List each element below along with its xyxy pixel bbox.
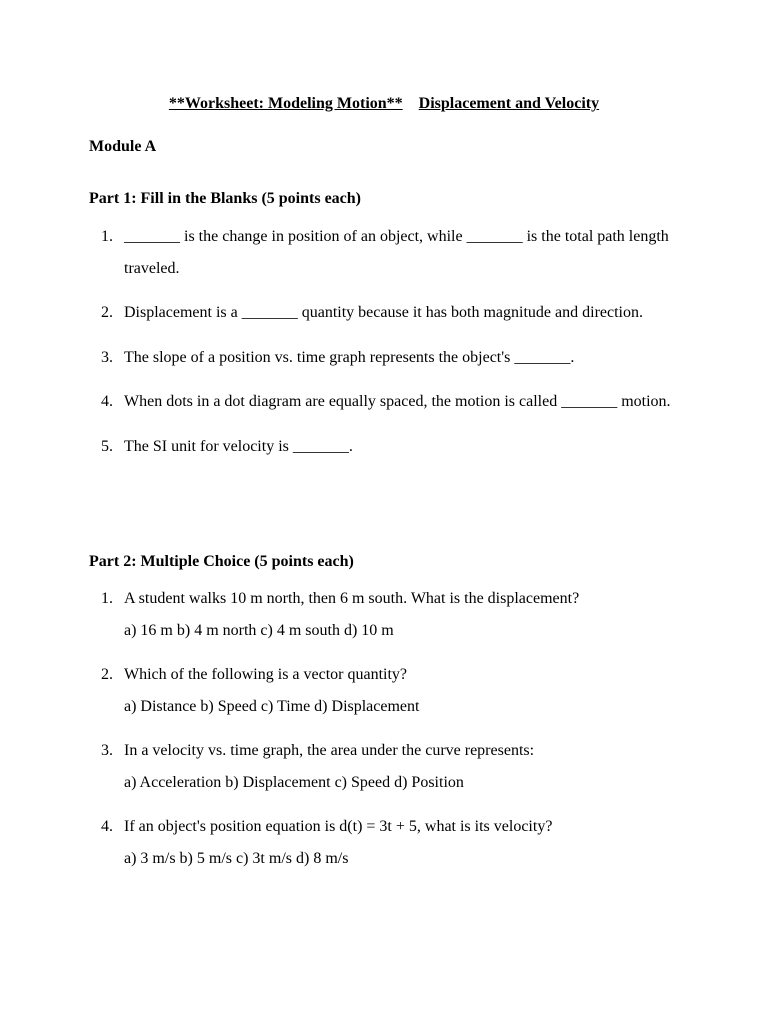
question-text: If an object's position equation is d(t) = 3t + 5, what is its velocity?: [124, 818, 553, 835]
item-number: 4.: [101, 818, 113, 835]
item-number: 3.: [101, 742, 113, 759]
list-item: [89, 342, 689, 374]
item-text: Displacement is a _______ quantity because it has both magnitude and direction.: [124, 304, 643, 321]
item-text: The slope of a position vs. time graph represents the object's _______.: [124, 348, 575, 366]
item-number: 1.: [101, 590, 113, 607]
title-part-2: Displacement and Velocity: [418, 95, 600, 112]
list-item: [89, 583, 689, 646]
worksheet-title: [0, 93, 768, 115]
title-part-1: **Worksheet: Modeling Motion**: [168, 95, 403, 112]
item-number: 4.: [101, 393, 113, 410]
list-item: [89, 735, 689, 798]
answer-options: a) Distance b) Speed c) Time d) Displacement: [124, 697, 420, 715]
answer-options: a) Acceleration b) Displacement c) Speed d) Position: [124, 773, 464, 791]
answer-options: a) 16 m b) 4 m north c) 4 m south d) 10 m: [124, 621, 394, 639]
item-number: 2.: [101, 666, 113, 683]
list-item: [89, 221, 689, 284]
question-text: In a velocity vs. time graph, the area under the curve represents:: [124, 742, 535, 759]
answer-options: a) 3 m/s b) 5 m/s c) 3t m/s d) 8 m/s: [124, 849, 349, 867]
part1-heading: Part 1: Fill in the Blanks (5 points each): [89, 190, 362, 207]
list-item: [89, 297, 689, 329]
item-number: 1.: [101, 228, 113, 245]
list-item: [89, 811, 689, 874]
item-text: When dots in a dot diagram are equally spaced, the motion is called _______ motion.: [124, 393, 671, 410]
question-text: Which of the following is a vector quantity?: [124, 666, 408, 683]
part2-heading: Part 2: Multiple Choice (5 points each): [89, 553, 354, 570]
item-number: 2.: [101, 304, 113, 321]
list-item: [89, 431, 689, 463]
list-item: [89, 386, 689, 418]
module-label: Module A: [89, 138, 157, 155]
item-number: 3.: [101, 348, 113, 366]
item-number: 5.: [101, 437, 113, 455]
part2-list: [89, 583, 689, 887]
question-text: A student walks 10 m north, then 6 m south. What is the displacement?: [124, 590, 580, 607]
part1-list: [89, 221, 689, 475]
item-text: The SI unit for velocity is _______.: [124, 437, 353, 455]
item-text: _______ is the change in position of an object, while _______ is the total path length traveled.: [124, 228, 669, 277]
list-item: [89, 659, 689, 722]
